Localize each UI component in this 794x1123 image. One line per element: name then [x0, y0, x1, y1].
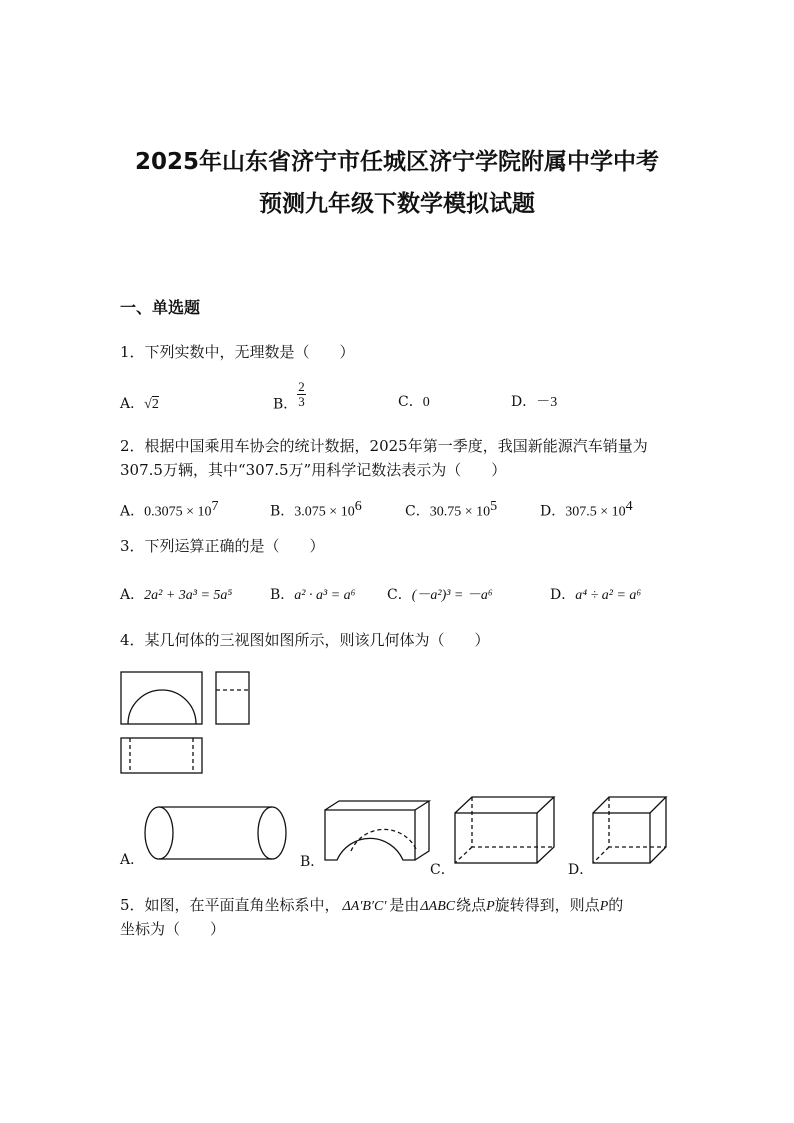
option-label: B． — [270, 503, 295, 520]
q2-a-value: 0.3075 × 10 — [144, 504, 212, 520]
option-label: C． — [398, 394, 423, 410]
q5-text-mid2: 绕点 — [456, 896, 487, 914]
q5-point-p1: P — [486, 899, 495, 914]
page-title-line1: 2025年山东省济宁市任城区济宁学院附属中学中考 — [134, 149, 659, 175]
q5-triangle: ΔABC — [420, 899, 456, 914]
q4-option-c-label: C． — [430, 862, 455, 878]
box-d-top-face — [593, 797, 666, 813]
box-c-hidden-edges — [455, 797, 554, 863]
q5-text-pre: 5．如图，在平面直角坐标系中， — [120, 896, 340, 914]
top-view-rect — [121, 738, 202, 773]
option-label: A． — [120, 503, 145, 520]
cylinder-left-face — [145, 807, 173, 859]
option-label: C． — [387, 587, 412, 603]
denominator: 3 — [298, 394, 305, 409]
question-4-stem: 4．某几何体的三视图如图所示，则该几何体为（ ） — [120, 631, 490, 649]
question-3-stem: 3．下列运算正确的是（ ） — [120, 537, 325, 555]
box-d-side-face — [650, 797, 666, 863]
box-d-front-face — [593, 813, 650, 863]
q2-a-exponent: 7 — [211, 499, 219, 514]
q4-option-a-label: A． — [120, 852, 145, 868]
option-label: A． — [120, 396, 145, 412]
q3-d-value: a⁴ ÷ a² = a⁶ — [575, 588, 642, 603]
q2-b-exponent: 6 — [354, 499, 362, 514]
q4-option-d-label: D． — [568, 862, 594, 878]
q2-d-exponent: 4 — [625, 499, 633, 514]
numerator: 2 — [298, 379, 305, 394]
q5-text-mid: 是由 — [389, 896, 420, 914]
q2-b-value: 3.075 × 10 — [294, 504, 355, 520]
front-view-arch — [128, 690, 196, 724]
q1-c-value: 0 — [422, 395, 430, 410]
side-view-rect — [216, 672, 249, 724]
section-heading: 一、单选题 — [120, 298, 201, 317]
q5-triangle-prime: ΔA′B′C′ — [342, 899, 387, 914]
q5-text-mid3: 旋转得到，则点 — [494, 896, 600, 914]
option-label: D． — [540, 503, 566, 520]
question-2-stem-line1: 2．根据中国乘用车协会的统计数据，2025年第一季度，我国新能源汽车销量为 — [120, 437, 648, 455]
q2-c-value: 30.75 × 10 — [429, 504, 491, 520]
q3-a-value: 2a² + 3a³ = 5a⁵ — [144, 588, 233, 603]
q2-d-value: 307.5 × 10 — [565, 504, 626, 520]
question-2-stem-line2: 307.5万辆，其中“307.5万”用科学记数法表示为（ ） — [120, 461, 507, 479]
arch-front-face — [325, 810, 415, 860]
arch-top-face — [325, 801, 429, 810]
box-c-side-face — [537, 797, 554, 863]
q1-d-value: －3 — [536, 395, 558, 410]
option-label: A． — [120, 587, 145, 603]
box-c-top-face — [455, 797, 554, 813]
q2-c-exponent: 5 — [490, 499, 498, 514]
question-5-stem-line2: 坐标为（ ） — [120, 920, 226, 938]
option-label: D． — [511, 394, 537, 410]
q5-point-p2: P — [599, 899, 609, 914]
q5-text-end: 的 — [608, 896, 624, 914]
arch-side-face — [415, 801, 429, 860]
question-5-stem-line1 — [120, 893, 623, 919]
q3-c-value: (－a²)³ = －a⁶ — [411, 588, 493, 603]
box-c-front-face — [455, 813, 537, 863]
option-label: D． — [550, 587, 576, 603]
option-label: B． — [270, 587, 295, 603]
front-view-rect — [121, 672, 202, 724]
option-label: C． — [405, 503, 430, 520]
option-label: B． — [273, 396, 298, 413]
cylinder-right-face — [258, 807, 286, 859]
q1-a-value: 2 — [151, 397, 159, 412]
sqrt-symbol-icon: √ — [144, 397, 152, 412]
question-1-stem: 1．下列实数中，无理数是（ ） — [120, 343, 355, 361]
q3-b-value: a² · a³ = a⁶ — [294, 588, 356, 603]
box-d-hidden-edges — [593, 797, 666, 863]
q4-option-b-label: B． — [300, 854, 325, 870]
page-title-line2: 预测九年级下数学模拟试题 — [259, 191, 535, 217]
